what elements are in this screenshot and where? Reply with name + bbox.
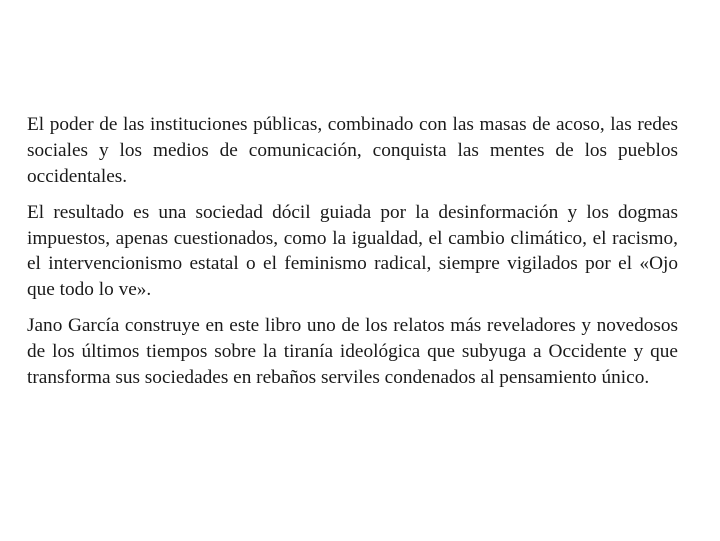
blurb-paragraph-1: El poder de las instituciones públicas, combinado con las masas de acoso, las redes sociales y los medios de comunicación, conquista las mentes de los pueblos occidentales. (27, 114, 678, 187)
book-blurb (27, 112, 678, 401)
blurb-paragraph-2: El resultado es una sociedad dócil guiada por la desinformación y los dogmas impuestos, apenas cuestionados, como la igualdad, el cambio climático, el racismo, el intervencionismo estatal o el feminismo radical, siempre vigilados por el «Ojo que todo lo ve». (27, 201, 678, 301)
blurb-paragraph-3: Jano García construye en este libro uno de los relatos más reveladores y novedosos de los últimos tiempos sobre la tiranía ideológica que subyuga a Occidente y que transforma sus sociedades en rebaños serviles condenados al pensamiento único. (27, 315, 678, 388)
